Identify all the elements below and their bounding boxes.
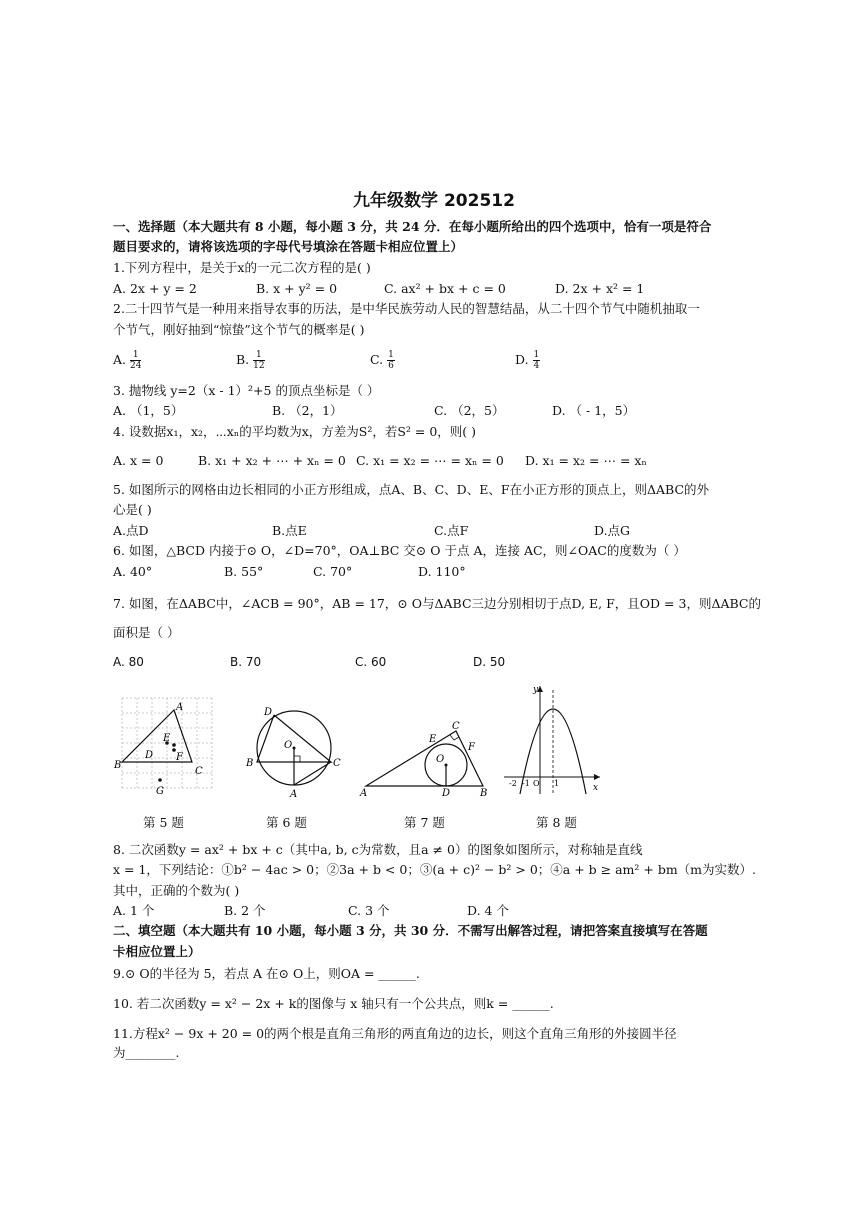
fig8-label-1: 1: [554, 779, 560, 788]
figure-5-grid-diagram: [112, 690, 217, 800]
figure-6-circle-diagram: [240, 698, 345, 803]
q1-option-c: C. ax² + bx + c = 0: [384, 281, 506, 296]
section1-heading-cont: 题目要求的，请将该选项的字母代号填涂在答题卡相应位置上）: [113, 239, 464, 254]
q8-option-c: C. 3 个: [348, 903, 390, 918]
fig5-label-c: C: [195, 766, 203, 777]
q7-stem: 7. 如图，在ΔABC中，∠ACB = 90°，AB = 17，⊙ O与ΔABC三边分别相切于点D, E, F，且OD = 3，则ΔABC的: [113, 596, 761, 611]
q8-option-a: A. 1 个: [113, 903, 155, 918]
fig5-label-a: A: [176, 702, 184, 713]
q6-option-a: A. 40°: [113, 564, 153, 579]
fig8-label-origin: O: [533, 779, 540, 788]
section1-heading: 一、选择题（本大题共有 8 小题，每小题 3 分，共 24 分．在每小题所给出的四个选项中，恰有一项是符合: [113, 219, 712, 234]
fig6-label-d: D: [264, 707, 273, 718]
fig8-label-x: x: [593, 783, 599, 793]
q2-option-c: C. $\frac{1}{6}$: [370, 350, 394, 371]
q7-stem-cont: 面积是（ ）: [113, 625, 180, 640]
fig7-label-a: A: [360, 788, 368, 798]
q2-option-d: D. $\frac{1}{4}$: [515, 350, 540, 371]
figure-7-caption: 第 7 题: [404, 815, 445, 830]
fig5-label-b: B: [114, 760, 122, 771]
q5-stem: 5. 如图所示的网格由边长相同的小正方形组成，点A、B、C、D、E、F在小正方形的顶点上，则ΔABC的外: [113, 482, 710, 497]
q4-option-a: A. x = 0: [113, 453, 164, 468]
q4-option-b: B. x₁ + x₂ + ⋯ + xₙ = 0: [198, 453, 346, 468]
q7-option-a: A. 80: [113, 655, 144, 669]
q6-option-c: C. 70°: [313, 564, 353, 579]
fig7-label-b: B: [480, 788, 488, 798]
fig6-label-a: A: [290, 789, 298, 800]
fig5-label-g: G: [156, 786, 164, 797]
q3-option-d: D. （ - 1，5）: [552, 403, 636, 418]
fig7-label-e: E: [429, 734, 437, 745]
q7-option-b: B. 70: [230, 655, 262, 669]
figure-5-caption: 第 5 题: [143, 815, 184, 830]
q3-option-b: B. （2，1）: [272, 403, 343, 418]
fig7-label-f: F: [468, 742, 475, 753]
q4-stem: 4. 设数据x₁，x₂，⋯xₙ的平均数为x，方差为S²，若S² = 0，则( ): [113, 424, 477, 439]
q4-option-d: D. x₁ = x₂ = ⋯ = xₙ: [525, 453, 647, 468]
q3-option-a: A. （1，5）: [113, 403, 184, 418]
q3-stem: 3. 抛物线 y=2（x - 1）²+5 的顶点坐标是（ ）: [113, 383, 380, 398]
fig5-label-f: F: [176, 752, 183, 763]
q4-option-c: C. x₁ = x₂ = ⋯ = xₙ = 0: [356, 453, 504, 468]
q7-option-d: D. 50: [473, 655, 506, 669]
q2-stem-cont: 个节气，刚好抽到“惊蛰”这个节气的概率是( ): [113, 322, 365, 337]
fig6-label-o: O: [284, 740, 293, 751]
figure-7-triangle-incircle-diagram: [358, 718, 493, 798]
q1-option-a: A. 2x + y = 2: [113, 281, 197, 296]
q6-option-b: B. 55°: [224, 564, 264, 579]
q1-option-b: B. x + y² = 0: [256, 281, 338, 296]
q5-stem-cont: 心是( ): [113, 502, 152, 517]
fig8-label-minus1: -1: [522, 779, 530, 788]
q5-option-a: A.点D: [113, 523, 149, 538]
figure-8-caption: 第 8 题: [536, 815, 577, 830]
fig5-label-e: E: [163, 733, 171, 744]
q11-text-cont: 为________.: [113, 1045, 180, 1060]
q1-stem: 1.下列方程中，是关于x的一元二次方程的是( ): [113, 260, 371, 275]
q10-text: 10. 若二次函数y = x² − 2x + k的图像与 x 轴只有一个公共点，则k = ______.: [113, 996, 554, 1011]
fig7-label-c: C: [452, 721, 460, 732]
q8-stem-end: 其中，正确的个数为( ): [113, 883, 240, 898]
figure-6-caption: 第 6 题: [266, 815, 307, 830]
q8-stem: 8. 二次函数y = ax² + bx + c（其中a, b, c为常数，且a ≠ 0）的图象如图所示，对称轴是直线: [113, 842, 643, 857]
q6-option-d: D. 110°: [418, 564, 466, 579]
fig7-label-d: D: [442, 788, 451, 798]
q7-option-c: C. 60: [355, 655, 387, 669]
q11-text: 11.方程x² − 9x + 20 = 0的两个根是直角三角形的两直角边的边长，则这个直角三角形的外接圆半径: [113, 1026, 677, 1041]
section2-heading-cont: 卡相应位置上）: [113, 944, 201, 959]
q5-option-c: C.点F: [434, 523, 469, 538]
fig7-label-o: O: [436, 754, 445, 765]
q2-stem: 2.二十四节气是一种用来指导农事的历法，是中华民族劳动人民的智慧结晶，从二十四个节气中随机抽取一: [113, 301, 700, 316]
fig8-label-minus2: -2: [509, 779, 517, 788]
section2-heading: 二、填空题（本大题共有 10 小题，每小题 3 分，共 30 分．不需写出解答过程，请把答案直接填写在答题: [113, 923, 708, 938]
fig6-label-c: C: [333, 758, 341, 769]
q8-option-b: B. 2 个: [224, 903, 266, 918]
q9-text: 9.⊙ O的半径为 5，若点 A 在⊙ O上，则OA = ______.: [113, 966, 420, 981]
figure-8-parabola-graph: [500, 682, 605, 800]
fig5-label-d: D: [145, 750, 154, 761]
q2-option-b: B. $\frac{1}{12}$: [236, 350, 265, 371]
q1-option-d: D. 2x + x² = 1: [555, 281, 645, 296]
page-title: 九年级数学 202512: [353, 191, 515, 211]
q3-option-c: C. （2，5）: [434, 403, 505, 418]
q6-stem: 6. 如图，△BCD 内接于⊙ O，∠D=70°，OA⊥BC 交⊙ O 于点 A，连接 AC，则∠OAC的度数为（ ）: [113, 543, 686, 558]
q8-option-d: D. 4 个: [467, 903, 509, 918]
fig6-label-b: B: [246, 758, 254, 769]
q5-option-b: B.点E: [272, 523, 307, 538]
q5-option-d: D.点G: [594, 523, 631, 538]
fig8-label-y: y: [533, 685, 539, 695]
q2-option-a: A. $\frac{1}{24}$: [113, 350, 142, 371]
q8-stem-cont: x = 1，下列结论：①b² − 4ac > 0；②3a + b < 0；③(a + c)² − b² > 0；④a + b ≥ am² + bm（m为实数）.: [113, 862, 756, 877]
